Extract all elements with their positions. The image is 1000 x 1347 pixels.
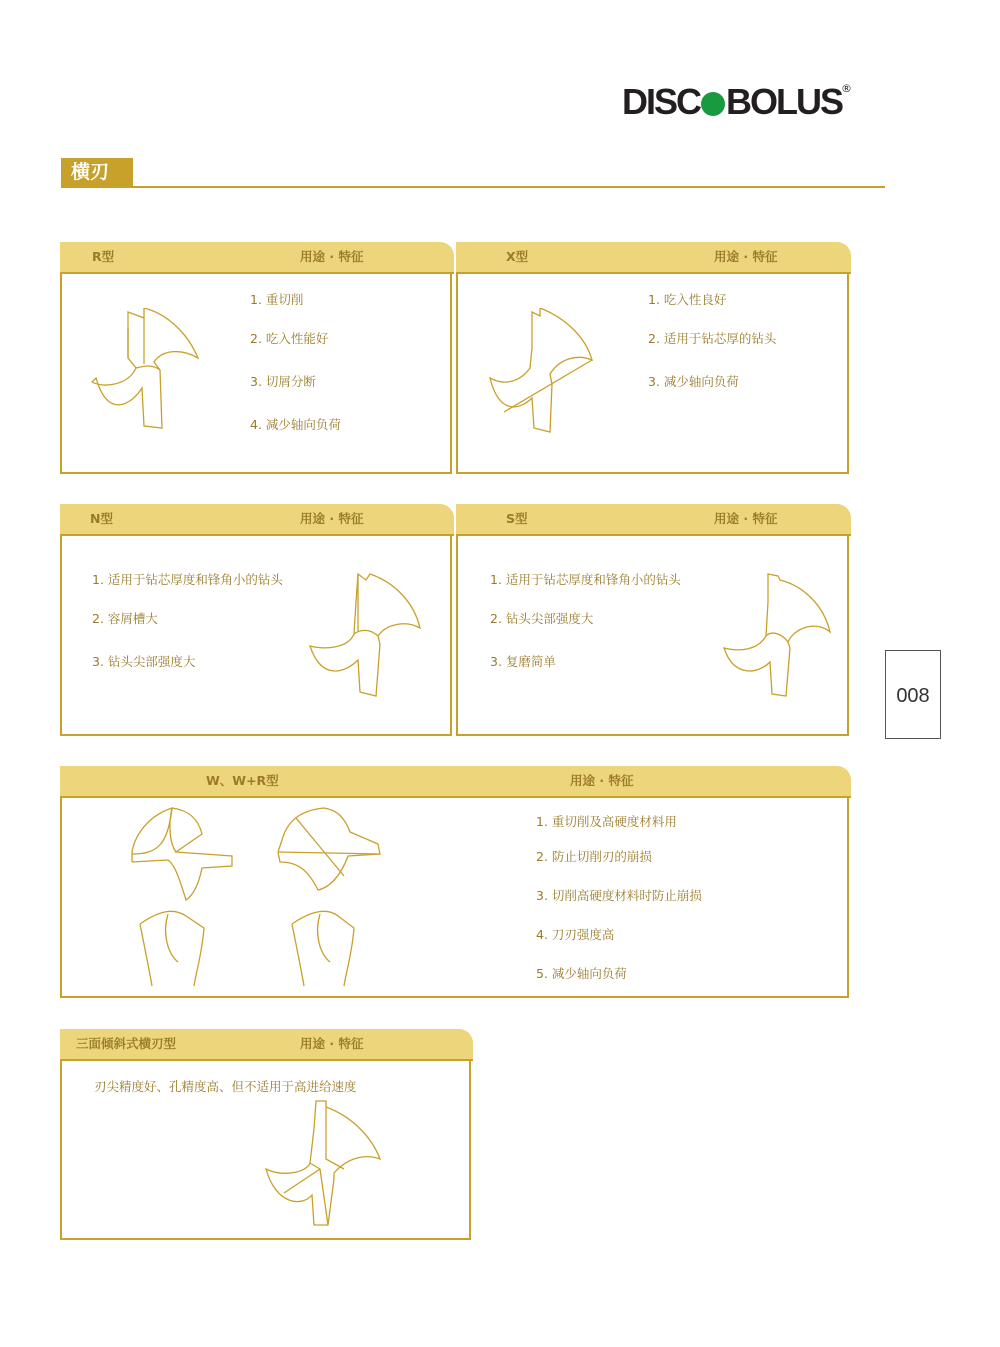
card-n-type: [60, 511, 452, 736]
card-r-type: [60, 249, 452, 474]
card-header: [456, 242, 851, 272]
drill-point-n-diagram: [306, 572, 426, 698]
card-x-type: [456, 249, 849, 474]
list-item: 2. 容屑槽大: [92, 611, 158, 626]
list-item: 5. 减少轴向负荷: [536, 966, 627, 981]
drill-point-s-diagram: [720, 572, 836, 698]
logo-green-o-icon: [701, 92, 725, 116]
card-header: [60, 1029, 473, 1059]
feature-header: 用途 · 特征: [300, 249, 364, 264]
card-type-label: 三面倾斜式横刃型: [76, 1036, 177, 1051]
card-w-type: [60, 773, 849, 998]
feature-header: 用途 · 特征: [714, 249, 778, 264]
list-item: 2. 吃入性能好: [250, 331, 329, 346]
list-item: 4. 减少轴向负荷: [250, 417, 341, 432]
list-item: 1. 重切削及高硬度材料用: [536, 814, 677, 829]
list-item: 1. 吃入性良好: [648, 292, 727, 307]
feature-header: 用途 · 特征: [570, 773, 634, 788]
card-header: [60, 766, 851, 796]
card-header: [60, 504, 454, 534]
registered-mark: ®: [841, 82, 852, 95]
drill-point-three-face-diagram: [264, 1099, 384, 1227]
list-item: 4. 刀刃强度高: [536, 927, 615, 942]
list-item: 1. 重切削: [250, 292, 304, 307]
card-s-type: [456, 511, 849, 736]
list-item: 1. 适用于钻芯厚度和锋角小的钻头: [92, 572, 283, 587]
card-type-label: X型: [506, 249, 529, 264]
card-type-label: R型: [92, 249, 115, 264]
brand-logo: [622, 80, 852, 124]
logo-text-start: DISC: [622, 81, 701, 122]
logo-text-end: BOLUS: [726, 81, 843, 122]
drill-point-r-diagram: [88, 308, 208, 433]
feature-header: 用途 · 特征: [714, 511, 778, 526]
list-item: 1. 适用于钻芯厚度和锋角小的钻头: [490, 572, 681, 587]
card-type-label: N型: [90, 511, 113, 526]
drill-point-x-diagram: [486, 308, 601, 436]
feature-header: 用途 · 特征: [300, 511, 364, 526]
list-item: 2. 适用于钻芯厚的钻头: [648, 331, 777, 346]
page-number-box: [885, 650, 941, 739]
list-item: 3. 减少轴向负荷: [648, 374, 739, 389]
page-number: 008: [896, 685, 930, 707]
description-text: 刃尖精度好、孔精度高、但不适用于高进给速度: [94, 1079, 357, 1094]
card-type-label: W、W+R型: [206, 773, 279, 788]
list-item: 3. 复磨简单: [490, 654, 556, 669]
card-type-label: S型: [506, 511, 528, 526]
card-header: [60, 242, 454, 272]
list-item: 3. 切屑分断: [250, 374, 316, 389]
list-item: 3. 切削高硬度材料时防止崩损: [536, 888, 702, 903]
card-three-face-type: [60, 1036, 471, 1240]
list-item: 2. 钻头尖部强度大: [490, 611, 594, 626]
feature-header: 用途 · 特征: [300, 1036, 364, 1051]
section-divider: [61, 186, 885, 188]
drill-point-w-diagrams: [128, 804, 448, 990]
list-item: 3. 钻头尖部强度大: [92, 654, 196, 669]
card-header: [456, 504, 851, 534]
section-title: 横刃: [61, 158, 133, 187]
list-item: 2. 防止切削刃的崩损: [536, 849, 652, 864]
